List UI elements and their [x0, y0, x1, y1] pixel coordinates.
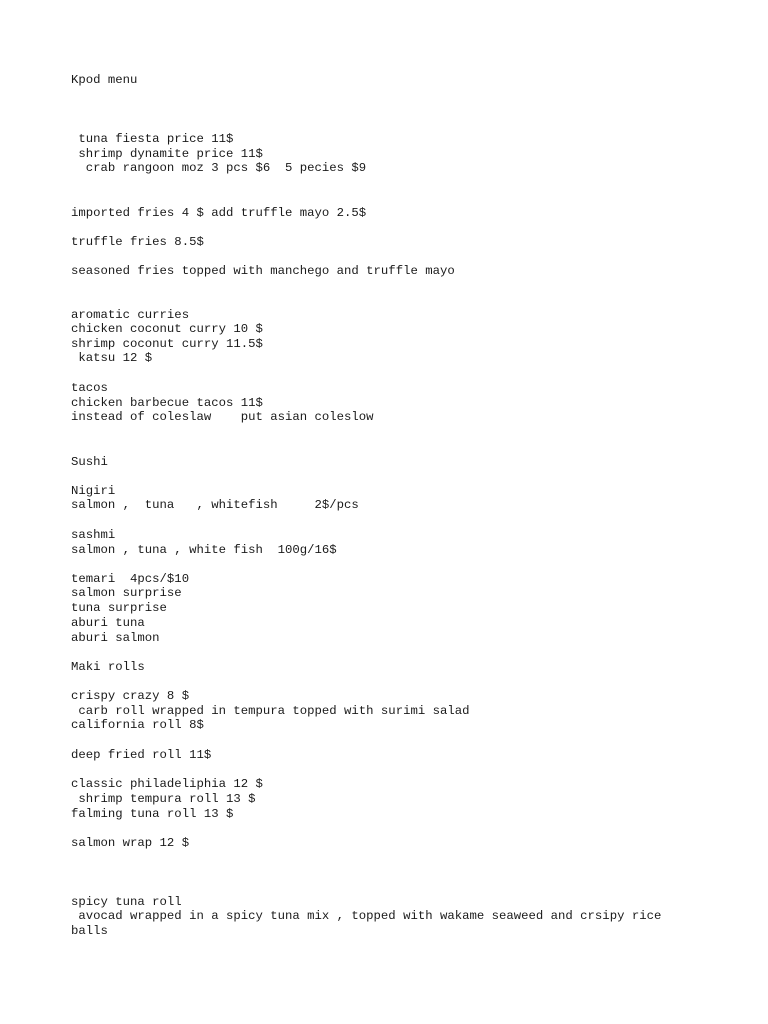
- menu-item-crispy-crazy: crispy crazy 8 $: [71, 689, 190, 703]
- section-heading-nigiri: Nigiri: [71, 484, 116, 498]
- menu-item-tuna-fiesta: tuna fiesta price 11$: [71, 132, 234, 146]
- page-title: Kpod menu: [71, 73, 138, 87]
- menu-item-seasoned-fries: seasoned fries topped with manchego and truffle mayo: [71, 264, 455, 278]
- section-heading-temari: temari 4pcs/$10: [71, 572, 190, 586]
- menu-item-chicken-tacos: chicken barbecue tacos 11$: [71, 396, 263, 410]
- menu-item-shrimp-tempura-roll: shrimp tempura roll 13 $: [71, 792, 256, 806]
- section-heading-tacos: tacos: [71, 381, 108, 395]
- menu-item-chicken-curry: chicken coconut curry 10 $: [71, 322, 263, 336]
- menu-item-deep-fried-roll: deep fried roll 11$: [71, 748, 212, 762]
- menu-item-sashimi: salmon , tuna , white fish 100g/16$: [71, 543, 337, 557]
- menu-item-katsu: katsu 12 $: [71, 351, 153, 365]
- menu-item-imported-fries: imported fries 4 $ add truffle mayo 2.5$: [71, 206, 367, 220]
- menu-item-california-roll: california roll 8$: [71, 718, 204, 732]
- section-heading-curries: aromatic curries: [71, 308, 190, 322]
- menu-item-truffle-fries: truffle fries 8.5$: [71, 235, 204, 249]
- menu-note-coleslaw: instead of coleslaw put asian coleslow: [71, 410, 374, 424]
- section-heading-maki: Maki rolls: [71, 660, 145, 674]
- menu-item-salmon-surprise: salmon surprise: [71, 586, 182, 600]
- menu-item-aburi-salmon: aburi salmon: [71, 631, 160, 645]
- menu-item-spicy-tuna-roll: spicy tuna roll: [71, 895, 182, 909]
- section-heading-sushi: Sushi: [71, 455, 108, 469]
- menu-desc-spicy-tuna-line-2: balls: [71, 924, 108, 938]
- section-heading-sashimi: sashmi: [71, 528, 116, 542]
- menu-item-crab-rangoon: crab rangoon moz 3 pcs $6 5 pecies $9: [71, 161, 367, 175]
- menu-item-nigiri: salmon , tuna , whitefish 2$/pcs: [71, 498, 359, 512]
- menu-item-philadelphia: classic philadeliphia 12 $: [71, 777, 263, 791]
- menu-item-shrimp-curry: shrimp coconut curry 11.5$: [71, 337, 263, 351]
- menu-desc-spicy-tuna-line-1: avocad wrapped in a spicy tuna mix , topped with wakame seaweed and crsipy rice: [71, 909, 662, 923]
- menu-item-shrimp-dynamite: shrimp dynamite price 11$: [71, 147, 263, 161]
- menu-desc-crispy-crazy: carb roll wrapped in tempura topped with surimi salad: [71, 704, 470, 718]
- menu-item-aburi-tuna: aburi tuna: [71, 616, 145, 630]
- menu-item-flaming-tuna-roll: falming tuna roll 13 $: [71, 807, 234, 821]
- menu-item-tuna-surprise: tuna surprise: [71, 601, 167, 615]
- menu-item-salmon-wrap: salmon wrap 12 $: [71, 836, 190, 850]
